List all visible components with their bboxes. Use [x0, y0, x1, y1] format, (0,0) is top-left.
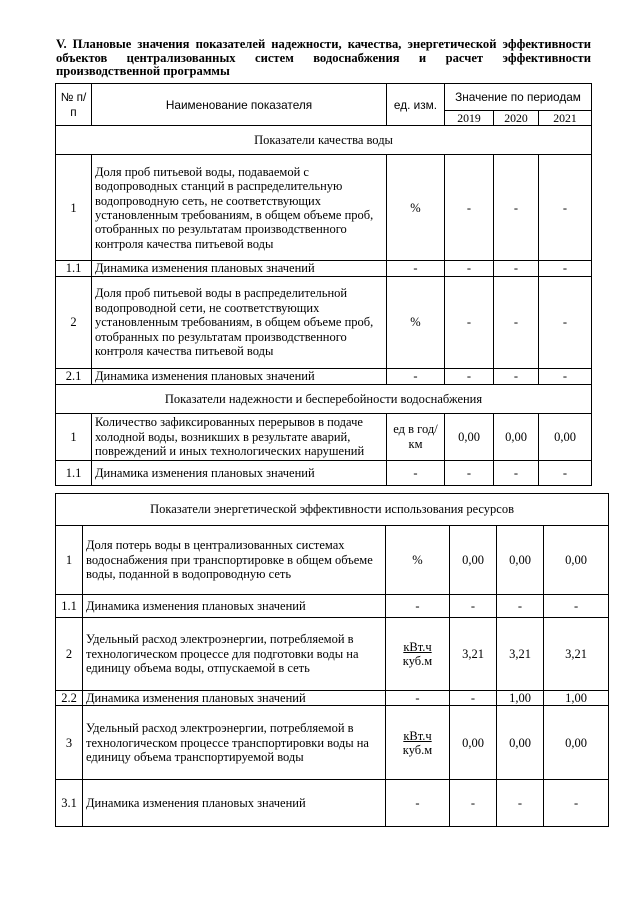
table-row — [56, 618, 609, 691]
row-num: 2.1 — [56, 368, 92, 384]
row-value-2019: - — [450, 780, 497, 827]
row-value-2020: - — [494, 368, 539, 384]
row-num: 1.1 — [56, 261, 92, 276]
row-unit: - — [387, 261, 445, 276]
row-num: 2 — [56, 276, 92, 368]
row-value-2021: - — [544, 780, 609, 827]
table-row — [56, 368, 592, 384]
table-row — [56, 595, 609, 618]
row-value-2020: - — [494, 460, 539, 485]
row-num: 1 — [56, 526, 83, 595]
row-num: 1.1 — [56, 460, 92, 485]
row-value-2020: 0,00 — [497, 526, 544, 595]
header-periods: Значение по периодам — [445, 84, 592, 111]
row-value-2019: 0,00 — [450, 526, 497, 595]
table-row — [56, 413, 592, 460]
header-year: 2019 — [445, 111, 494, 126]
header-unit: ед. изм. — [387, 84, 445, 126]
indicators-table-top — [55, 83, 592, 486]
row-name: Динамика изменения плановых значений — [92, 460, 387, 485]
table-row — [56, 460, 592, 485]
row-name: Количество зафиксированных перерывов в подаче холодной воды, возникших в результате аварий, повреждений и иных технологических нарушений — [92, 413, 387, 460]
row-value-2020: 1,00 — [497, 691, 544, 706]
row-value-2021: - — [539, 368, 592, 384]
section-heading: V. Плановые значения показателей надежности, качества, энергетической эффективности объектов централизованных систем водоснабжения и расчет эффективности производственной программы — [56, 37, 591, 78]
unit-denominator: куб.м — [402, 742, 433, 757]
row-name: Удельный расход электроэнергии, потребляемой в технологическом процессе для подготовки воды на единицу объема воды, отпускаемой в сеть — [83, 618, 386, 691]
row-name: Доля потерь воды в централизованных системах водоснабжения при транспортировке в общем объеме воды, поданной в водопроводную сеть — [83, 526, 386, 595]
row-unit: - — [386, 780, 450, 827]
row-value-2019: - — [445, 155, 494, 261]
row-name: Динамика изменения плановых значений — [92, 368, 387, 384]
row-value-2020: - — [494, 155, 539, 261]
header-year: 2021 — [539, 111, 592, 126]
row-value-2019: 0,00 — [450, 706, 497, 780]
row-value-2020: - — [494, 261, 539, 276]
section-title-reliability: Показатели надежности и бесперебойности водоснабжения — [56, 384, 592, 413]
table-row — [56, 155, 592, 261]
table-row — [56, 691, 609, 706]
indicators-table-energy — [55, 493, 609, 827]
table-row — [56, 706, 609, 780]
row-value-2021: - — [539, 155, 592, 261]
row-value-2019: - — [445, 460, 494, 485]
header-num: № п/п — [56, 84, 92, 126]
row-name: Динамика изменения плановых значений — [83, 595, 386, 618]
table-row — [56, 780, 609, 827]
row-name: Удельный расход электроэнергии, потребляемой в технологическом процессе транспортировки воды на единицу объема транспортируемой воды — [83, 706, 386, 780]
row-value-2021: - — [544, 595, 609, 618]
row-num: 1.1 — [56, 595, 83, 618]
row-value-2021: 1,00 — [544, 691, 609, 706]
row-name: Динамика изменения плановых значений — [92, 261, 387, 276]
row-value-2019: - — [445, 261, 494, 276]
row-value-2019: - — [445, 368, 494, 384]
row-value-2021: 0,00 — [544, 706, 609, 780]
row-unit: - — [386, 691, 450, 706]
row-unit — [386, 706, 450, 780]
row-value-2020: - — [494, 276, 539, 368]
row-name: Динамика изменения плановых значений — [83, 780, 386, 827]
row-name: Доля проб питьевой воды, подаваемой с водопроводных станций в распределительную водопроводную сеть, не соответствующих установленным требованиям, в общем объеме проб, отобранных по результатам производственного контроля качества питьевой воды — [92, 155, 387, 261]
row-value-2021: 0,00 — [544, 526, 609, 595]
row-value-2021: - — [539, 261, 592, 276]
row-value-2021: 3,21 — [544, 618, 609, 691]
row-unit: % — [387, 276, 445, 368]
row-value-2021: - — [539, 460, 592, 485]
header-year: 2020 — [494, 111, 539, 126]
table-row — [56, 276, 592, 368]
unit-numerator: кВт.ч — [403, 640, 432, 654]
row-unit: % — [386, 526, 450, 595]
table-row — [56, 526, 609, 595]
row-num: 2 — [56, 618, 83, 691]
row-unit: - — [386, 595, 450, 618]
row-value-2021: 0,00 — [539, 413, 592, 460]
row-value-2020: - — [497, 780, 544, 827]
row-value-2019: 3,21 — [450, 618, 497, 691]
row-value-2021: - — [539, 276, 592, 368]
row-value-2019: - — [450, 691, 497, 706]
row-num: 1 — [56, 413, 92, 460]
row-num: 2.2 — [56, 691, 83, 706]
row-unit: - — [387, 368, 445, 384]
row-num: 3.1 — [56, 780, 83, 827]
row-unit — [386, 618, 450, 691]
section-title-quality: Показатели качества воды — [56, 126, 592, 155]
row-unit: ед в год/ км — [387, 413, 445, 460]
row-unit: % — [387, 155, 445, 261]
row-name: Динамика изменения плановых значений — [83, 691, 386, 706]
unit-numerator: кВт.ч — [403, 728, 432, 743]
row-value-2019: 0,00 — [445, 413, 494, 460]
row-num: 3 — [56, 706, 83, 780]
row-value-2020: 3,21 — [497, 618, 544, 691]
row-num: 1 — [56, 155, 92, 261]
unit-denominator: куб.м — [402, 654, 433, 668]
section-title-energy: Показатели энергетической эффективности использования ресурсов — [56, 494, 609, 526]
row-value-2019: - — [445, 276, 494, 368]
row-value-2019: - — [450, 595, 497, 618]
row-unit: - — [387, 460, 445, 485]
table-row — [56, 261, 592, 276]
row-value-2020: - — [497, 595, 544, 618]
row-value-2020: 0,00 — [494, 413, 539, 460]
row-value-2020: 0,00 — [497, 706, 544, 780]
row-name: Доля проб питьевой воды в распределительной водопроводной сети, не соответствующих установленным требованиям, в общем объеме проб, отобранных по результатам производственного контроля качества питьевой воды — [92, 276, 387, 368]
header-name: Наименование показателя — [92, 84, 387, 126]
